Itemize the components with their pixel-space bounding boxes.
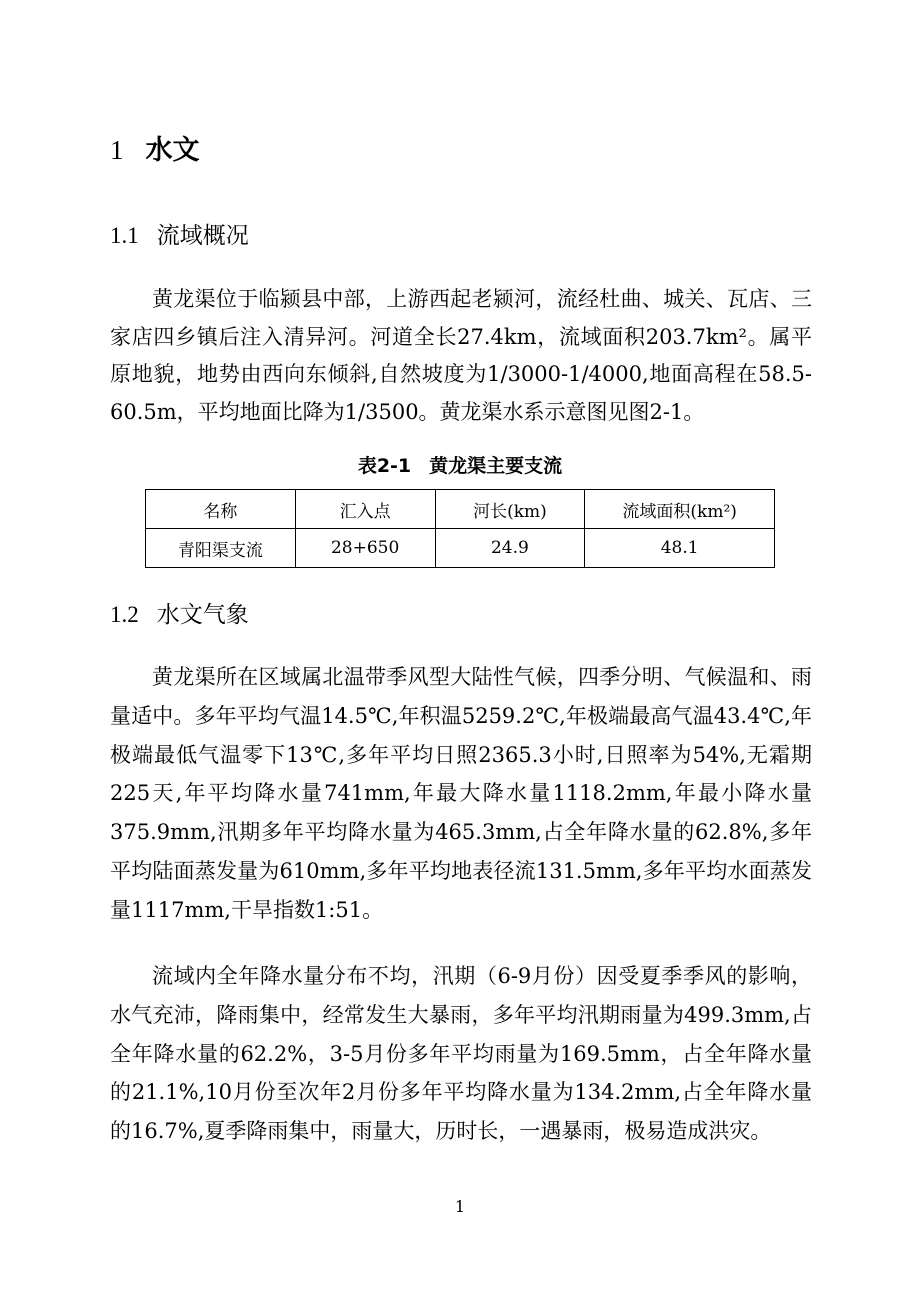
section-heading-1	[110, 130, 200, 171]
table-cell: 48.1	[585, 529, 775, 568]
section-title: 水文	[145, 135, 200, 166]
section-heading-1-1	[110, 219, 249, 253]
section-number: 1.2	[110, 602, 139, 627]
table-number: 表2-1	[357, 455, 412, 477]
table-header-cell: 流域面积(km²)	[585, 490, 775, 529]
table-title: 黄龙渠主要支流	[429, 455, 563, 477]
section-title: 流域概况	[156, 223, 249, 249]
section-number: 1.1	[110, 223, 139, 248]
table-header-cell: 河长(km)	[435, 490, 585, 529]
table-header-cell: 汇入点	[295, 490, 435, 529]
table-cell: 24.9	[435, 529, 585, 568]
tributary-table	[145, 489, 775, 568]
table-header-row	[146, 490, 775, 529]
table-caption	[0, 452, 920, 480]
paragraph-text: 流域内全年降水量分布不均，汛期（6-9月份）因受夏季季风的影响，水气充沛，降雨集中，经常发生大暴雨，多年平均汛期雨量为499.3mm,占全年降水量的62.2%，3-5月份多年平均雨量为169.5mm，占全年降水量的21.1%,10月份至次年2月份多年平均降水量为134.2mm,占全年降水量的16.7%,夏季降雨集中，雨量大，历时长，一遇暴雨，极易造成洪灾。	[110, 964, 812, 1144]
table-cell: 28+650	[295, 529, 435, 568]
section-number: 1	[110, 135, 124, 165]
paragraph-text: 黄龙渠所在区域属北温带季风型大陆性气候，四季分明、气候温和、雨量适中。多年平均气温14.5℃,年积温5259.2℃,年极端最高气温43.4℃,年极端最低气温零下13℃,多年平均日照2365.3小时,日照率为54%,无霜期225天,年平均降水量741mm,年最大降水量1118.2mm,年最小降水量375.9mm,汛期多年平均降水量为465.3mm,占全年降水量的62.8%,多年平均陆面蒸发量为610mm,多年平均地表径流131.5mm,多年平均水面蒸发量1117mm,干旱指数1:51。	[110, 665, 812, 922]
page-number: 1	[454, 1197, 466, 1216]
table-row	[146, 529, 775, 568]
section-title: 水文气象	[156, 602, 249, 628]
table-header-cell: 名称	[146, 490, 296, 529]
paragraph-climate	[110, 658, 812, 930]
paragraph-precipitation	[110, 957, 812, 1151]
paragraph-watershed-overview	[110, 281, 812, 431]
section-heading-1-2	[110, 598, 249, 632]
paragraph-text: 黄龙渠位于临颍县中部，上游西起老颍河，流经杜曲、城关、瓦店、三家店四乡镇后注入清异河。河道全长27.4km，流域面积203.7km²。属平原地貌，地势由西向东倾斜,自然坡度为1/3000-1/4000,地面高程在58.5-60.5m，平均地面比降为1/3500。黄龙渠水系示意图见图2-1。	[110, 287, 812, 424]
table-cell: 青阳渠支流	[146, 529, 296, 568]
